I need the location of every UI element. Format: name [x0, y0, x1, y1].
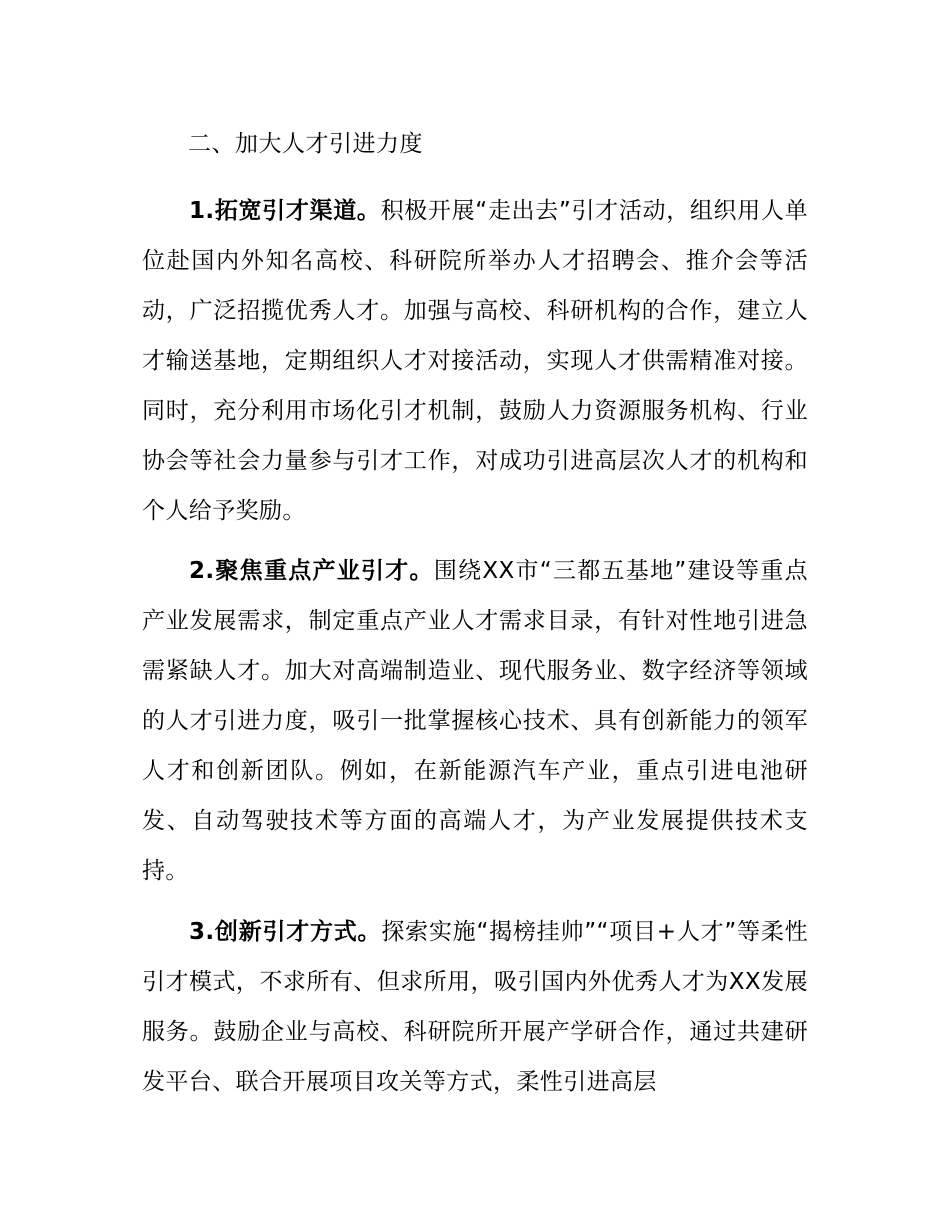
paragraph-lead: 2.聚焦重点产业引才。	[189, 558, 434, 584]
paragraph-innovative-methods	[142, 907, 808, 1107]
section-heading: 二、加大人才引进力度	[188, 131, 423, 157]
paragraph-lead: 1.拓宽引才渠道。	[189, 198, 381, 224]
paragraph-body: 探索实施“揭榜挂帅”“项目+人才”等柔性引才模式，不求所有、但求所用，吸引国内外优秀人才为XX发展服务。鼓励企业与高校、科研院所开展产学研合作，通过共建研发平台、联合开展项目攻关等方式，柔性引进高层	[142, 919, 809, 1095]
paragraph-body: 围绕XX市“三都五基地”建设等重点产业发展需求，制定重点产业人才需求目录，有针对性地引进急需紧缺人才。加大对高端制造业、现代服务业、数字经济等领域的人才引进力度，吸引一批掌握核心技术、具有创新能力的领军人才和创新团队。例如，在新能源汽车产业，重点引进电池研发、自动驾驶技术等方面的高端人才，为产业发展提供技术支持。	[142, 558, 808, 884]
paragraph-key-industries	[142, 546, 808, 896]
paragraph-talent-channels	[142, 186, 808, 536]
paragraph-body: 积极开展“走出去”引才活动，组织用人单位赴国内外知名高校、科研院所举办人才招聘会、推介会等活动，广泛招揽优秀人才。加强与高校、科研机构的合作，建立人才输送基地，定期组织人才对接活动，实现人才供需精准对接。同时，充分利用市场化引才机制，鼓励人力资源服务机构、行业协会等社会力量参与引才工作，对成功引进高层次人才的机构和个人给予奖励。	[142, 198, 808, 524]
paragraph-lead: 3.创新引才方式。	[189, 919, 382, 945]
